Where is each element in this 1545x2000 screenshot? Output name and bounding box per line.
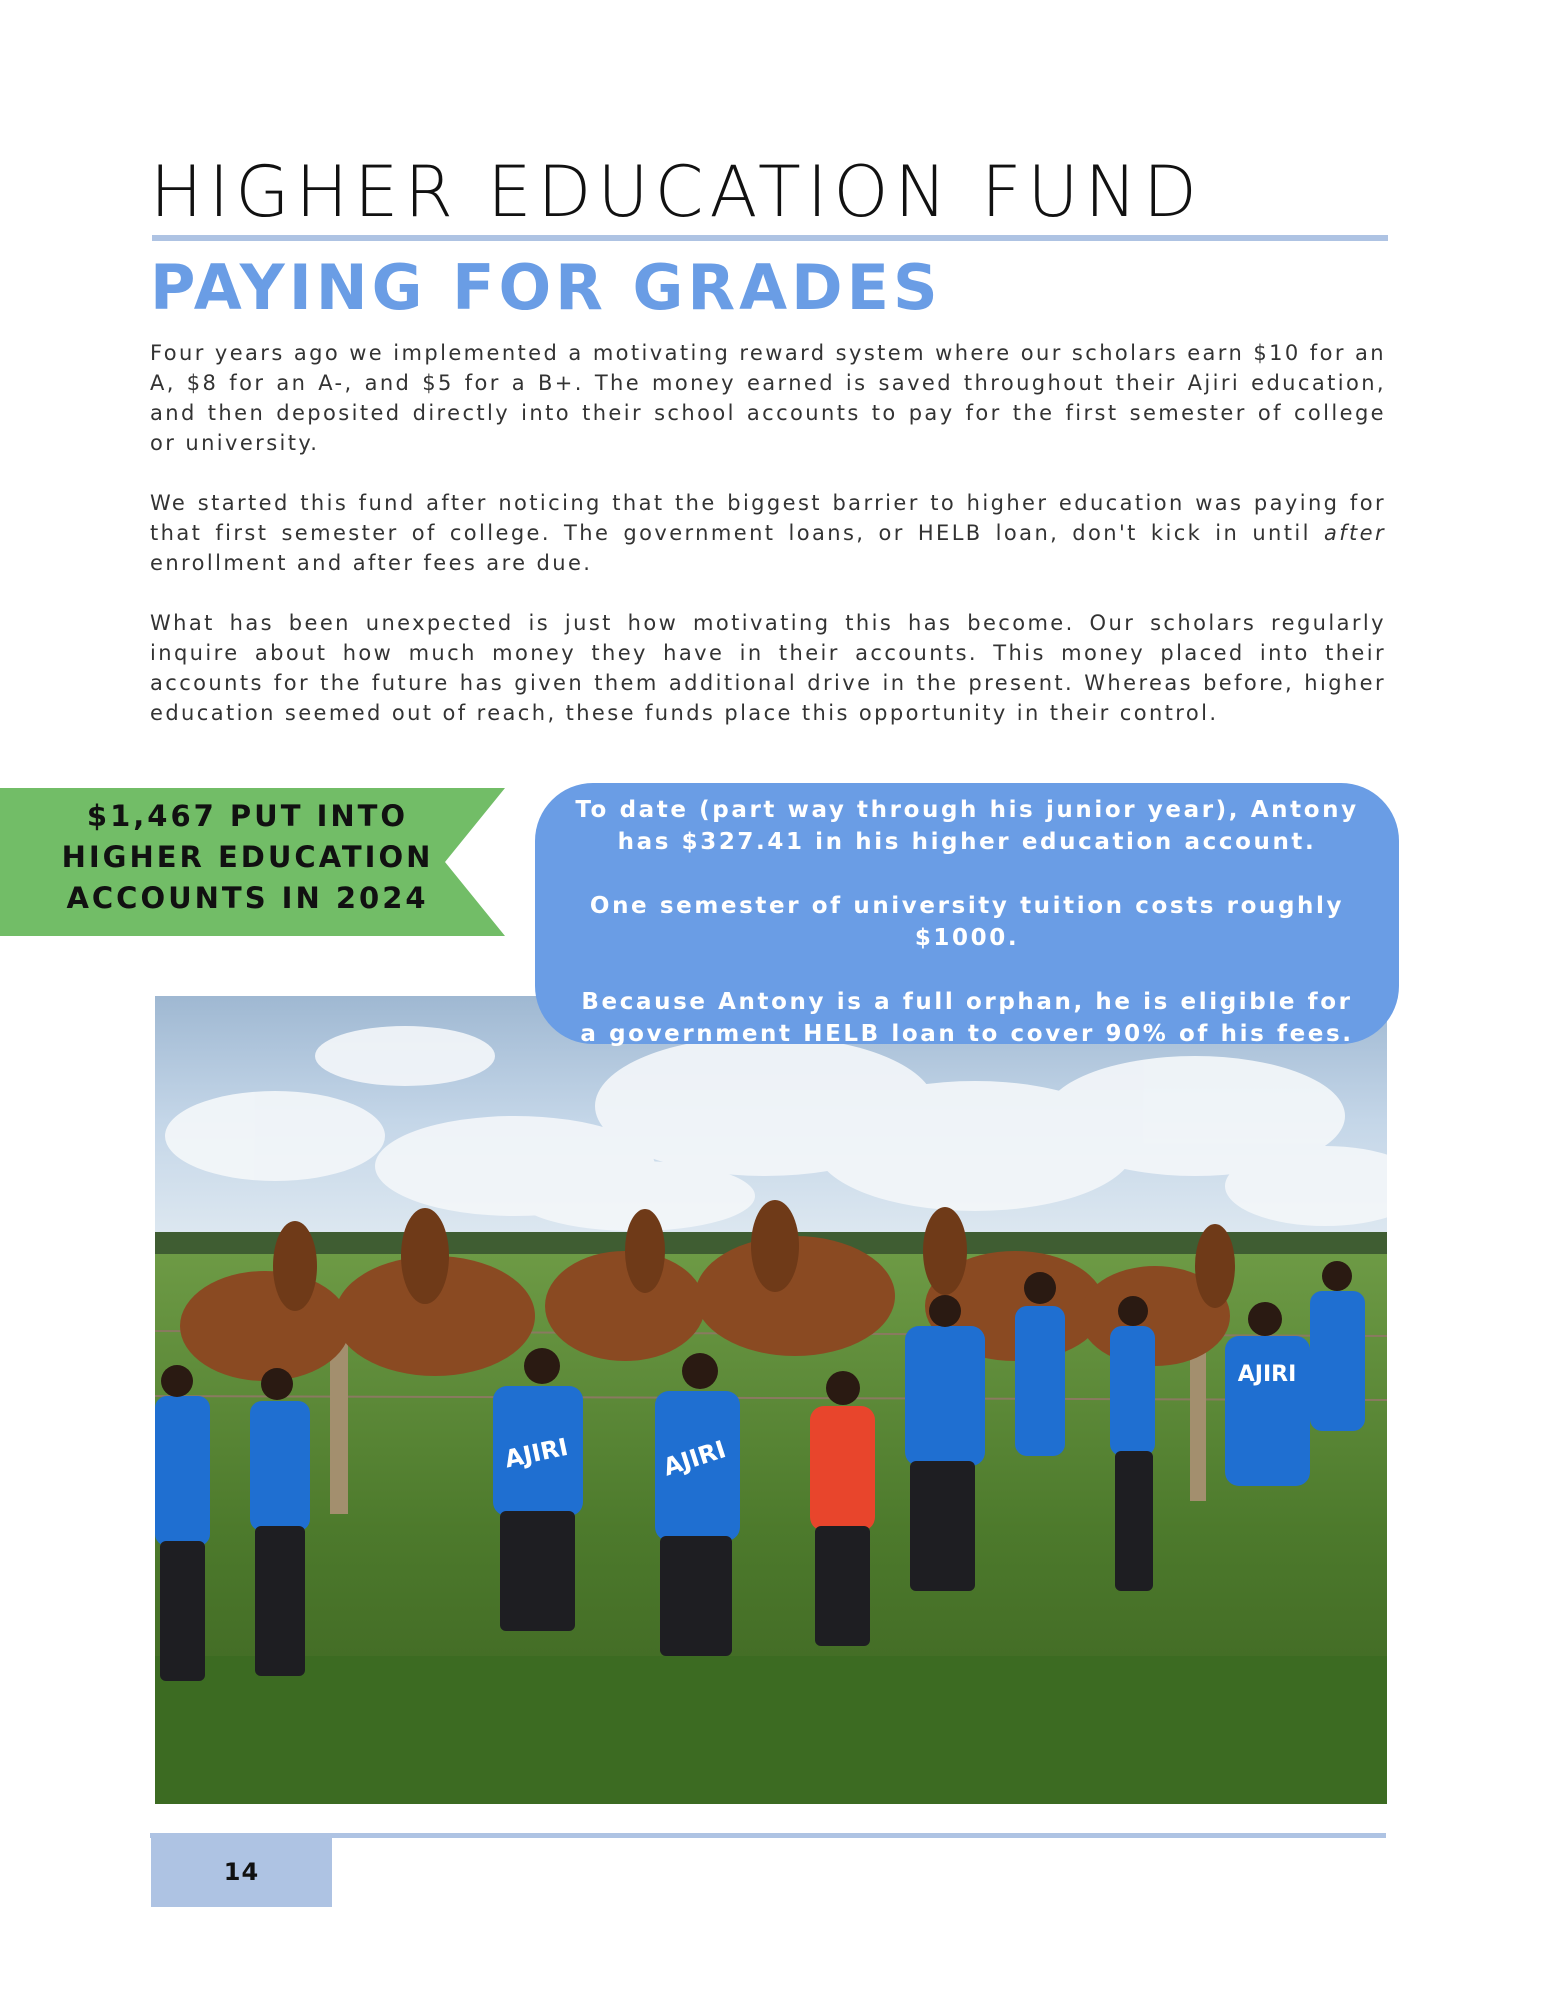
footer-divider — [150, 1833, 1386, 1838]
body-paragraph-2-start: We started this fund after noticing that the biggest barrier to higher education was paying for that first semester of college. The government loans, or HELB loan, don't kick in until — [150, 491, 1386, 545]
scholars-with-horses-photo — [155, 996, 1387, 1804]
stat-ribbon-line-1: $1,467 PUT INTO — [86, 799, 409, 833]
callout-paragraph-3: Because Antony is a full orphan, he is eligible for a government HELB loan to cover 90% of his fees. — [580, 989, 1354, 1047]
stat-ribbon-line-2: HIGHER EDUCATION — [61, 840, 434, 874]
callout-paragraph-2: One semester of university tuition costs roughly $1000. — [589, 893, 1345, 951]
body-paragraph-2-emphasis: after — [1323, 521, 1386, 545]
stat-ribbon-line-3: ACCOUNTS IN 2024 — [66, 881, 429, 915]
page-title: HIGHER EDUCATION FUND — [150, 151, 1203, 233]
antony-callout — [535, 783, 1399, 1047]
body-paragraph-2-end: enrollment and after fees are due. — [150, 551, 593, 575]
shirt-text-1: AJIRI — [502, 1432, 571, 1474]
body-paragraph-3: What has been unexpected is just how motivating this has become. Our scholars regularly inquire about how much money they have in their accounts. This money placed into their accounts for the future has given them additional drive in the present. Whereas before, higher education seemed out of reach, these funds place this opportunity in their control. — [150, 611, 1386, 725]
page-number: 14 — [223, 1858, 260, 1886]
body-paragraph-1: Four years ago we implemented a motivating reward system where our scholars earn $10 for an A, $8 for an A-, and $5 for a B+. The money earned is saved throughout their Ajiri education, and then deposited directly into their school accounts to pay for the first semester of college or university. — [150, 341, 1386, 455]
shirt-text-3: AJIRI — [1237, 1362, 1297, 1387]
body-paragraph-2 — [150, 488, 1386, 578]
shirt-text-2: AJIRI — [659, 1435, 730, 1482]
foreground-grass — [155, 1656, 1387, 1804]
scholar-red-shirt — [810, 1406, 875, 1531]
stat-ribbon-text — [0, 796, 495, 919]
callout-paragraph-1: To date (part way through his junior year), Antony has $327.41 in his higher education account. — [575, 797, 1359, 855]
body-text — [150, 338, 1386, 728]
section-title: PAYING FOR GRADES — [150, 251, 942, 324]
title-divider — [152, 235, 1388, 241]
